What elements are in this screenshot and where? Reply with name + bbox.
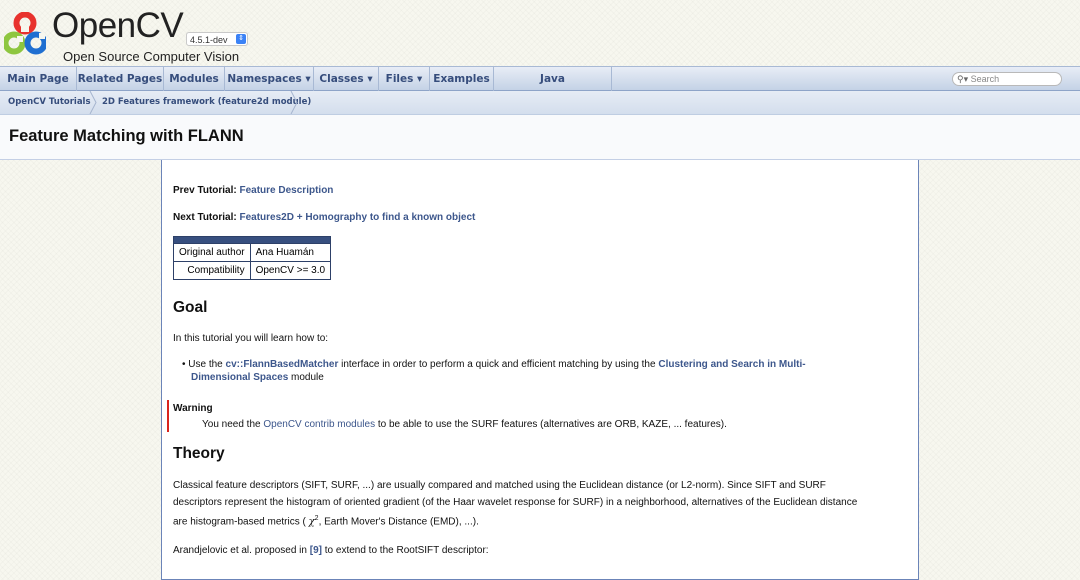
warning-bar (167, 400, 169, 432)
warning-title: Warning (173, 403, 213, 414)
warning-text-post: to be able to use the SURF features (alternatives are ORB, KAZE, ... features). (375, 419, 727, 430)
page-title: Feature Matching with FLANN (9, 127, 244, 145)
nav-java-documentation[interactable]: Java (494, 67, 612, 91)
theory-p2-pre: Arandjelovic et al. proposed in (173, 545, 310, 556)
citation-9-link[interactable]: [9] (309, 545, 322, 556)
search-icon: ⚲▾ (957, 74, 969, 84)
breadcrumb-item-opencv-tutorials[interactable]: OpenCV Tutorials (8, 97, 91, 107)
theory-paragraph-2 (173, 544, 489, 557)
goal-bullet-text: Use the (188, 359, 226, 370)
goal-bullet (182, 358, 882, 384)
goal-bullet-text: module (288, 372, 324, 383)
flannbasedmatcher-link[interactable]: cv::FlannBasedMatcher (225, 359, 339, 370)
nav-modules[interactable]: Modules (164, 67, 225, 91)
goal-intro: In this tutorial you will learn how to: (173, 333, 329, 344)
version-value: 4.5.1-dev (190, 35, 228, 45)
breadcrumb-separator-icon (88, 91, 98, 114)
opencv-logo-icon[interactable] (4, 12, 46, 56)
nav-main-page[interactable]: Main Page (0, 67, 77, 91)
theory-p2-post: to extend to the RootSIFT descriptor: (321, 545, 489, 556)
prev-tutorial-link[interactable]: Feature Description (239, 185, 334, 196)
goal-bullet-text: interface in order to perform a quick and efficient matching by using the (338, 359, 659, 370)
goal-heading: Goal (173, 299, 208, 316)
select-arrows-icon: ⇕ (236, 34, 246, 44)
compat-label: Compatibility (174, 262, 251, 280)
clustering-search-link[interactable]: Clustering and Search in Multi- (658, 359, 806, 370)
version-select[interactable] (186, 32, 248, 46)
theory-line-1: Classical feature descriptors (SIFT, SURF, ...) are usually compared and matched using the Euclidean distance (or L2-norm). Since SIFT and SURF (173, 480, 826, 491)
main-nav (0, 66, 1080, 91)
theory-line-3-post: , Earth Mover's Distance (EMD), ...). (318, 516, 479, 528)
warning-text (202, 418, 727, 431)
opencv-contrib-link[interactable]: OpenCV contrib modules (263, 419, 376, 430)
theory-heading: Theory (173, 445, 225, 462)
prev-tutorial-line (173, 184, 333, 197)
nav-related-pages[interactable]: Related Pages (77, 67, 164, 91)
nav-examples[interactable]: Examples (430, 67, 494, 91)
chi-exponent: 2 (314, 515, 319, 522)
bullet-dot: • (182, 359, 189, 370)
nav-classes[interactable]: Classes ▾ (314, 67, 379, 91)
warning-text-pre: You need the (202, 419, 264, 430)
next-tutorial-line (173, 211, 475, 224)
page-header (0, 0, 1080, 66)
compat-value: OpenCV >= 3.0 (250, 262, 331, 280)
author-value: Ana Huamán (250, 244, 331, 262)
info-table-header (174, 237, 331, 244)
search-input[interactable] (952, 72, 1062, 86)
brand-subtitle: Open Source Computer Vision (63, 49, 240, 64)
breadcrumb (0, 91, 1080, 115)
breadcrumb-item-2d-features[interactable]: 2D Features framework (feature2d module) (102, 97, 312, 107)
brand-name[interactable]: OpenCV (52, 6, 184, 45)
prev-tutorial-label: Prev Tutorial: (173, 185, 237, 196)
next-tutorial-label: Next Tutorial: (173, 212, 237, 223)
tutorial-content (161, 160, 919, 580)
theory-line-2: descriptors represent the histogram of oriented gradient (of the Haar wavelet response for SURF) in a neighborhood, alternatives of the Euclidean distance (173, 496, 858, 508)
clustering-search-link-cont[interactable]: Dimensional Spaces (191, 372, 289, 383)
theory-paragraph (173, 478, 913, 531)
chi-symbol: χ (308, 516, 315, 528)
info-table (173, 236, 331, 280)
author-label: Original author (174, 244, 251, 262)
nav-namespaces[interactable]: Namespaces ▾ (225, 67, 314, 91)
next-tutorial-link[interactable]: Features2D + Homography to find a known object (239, 212, 476, 223)
breadcrumb-separator-icon (289, 91, 299, 114)
title-bar (0, 115, 1080, 160)
search-placeholder: Search (970, 74, 1000, 84)
theory-line-3-pre: are histogram-based metrics ( (173, 516, 309, 528)
nav-files[interactable]: Files ▾ (379, 67, 430, 91)
